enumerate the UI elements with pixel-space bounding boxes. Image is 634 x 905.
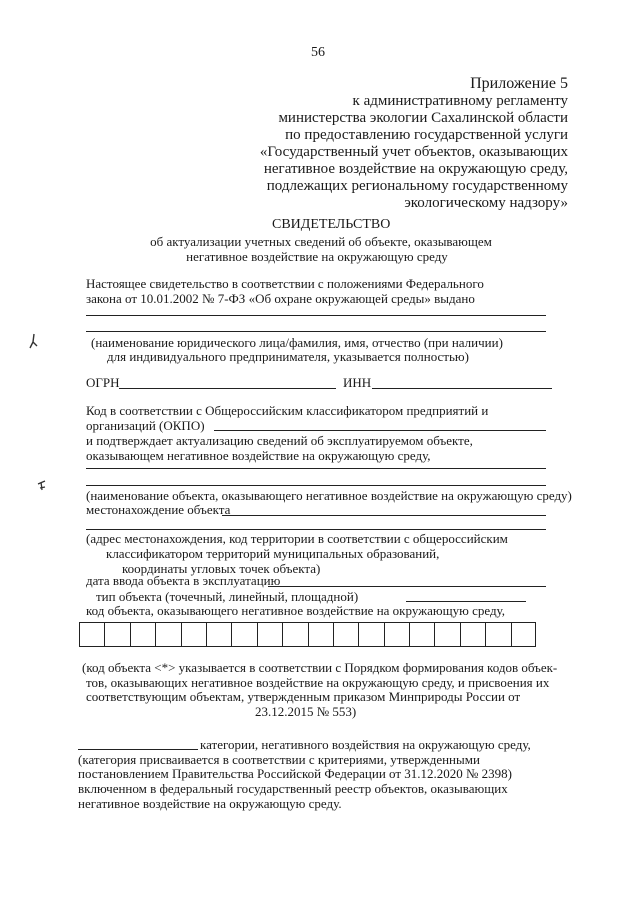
object-code-label: код объекта, оказывающего негативное воздействие на окружающую среду, bbox=[86, 603, 506, 618]
inn-field bbox=[372, 388, 552, 389]
applicant-hint: для индивидуального предпринимателя, указывается полностью) bbox=[107, 349, 469, 364]
subtitle-line: об актуализации учетных сведений об объекте, оказывающем bbox=[150, 234, 492, 249]
inn-label: ИНН bbox=[343, 375, 372, 390]
page-number: 56 bbox=[311, 45, 325, 60]
object-code-cells bbox=[79, 622, 536, 647]
object-hint: (наименование объекта, оказывающего негативное воздействие на окружающую среду) bbox=[86, 488, 572, 503]
code-cell bbox=[460, 622, 485, 647]
code-cell bbox=[206, 622, 231, 647]
ogrn-label: ОГРН bbox=[86, 375, 120, 390]
commission-date-field bbox=[268, 586, 546, 587]
ogrn-field bbox=[119, 388, 336, 389]
code-cell bbox=[257, 622, 282, 647]
location-field bbox=[222, 515, 546, 516]
code-cell bbox=[409, 622, 434, 647]
code-cell bbox=[282, 622, 307, 647]
applicant-hint: (наименование юридического лица/фамилия, имя, отчество (при наличии) bbox=[91, 335, 503, 350]
intro-line: Настоящее свидетельство в соответствии с положениями Федерального bbox=[86, 276, 484, 291]
okpo-line: организаций (ОКПО) bbox=[86, 418, 205, 433]
appendix-line: подлежащих региональному государственному bbox=[266, 178, 568, 194]
okpo-line: Код в соответствии с Общероссийским классификатором предприятий и bbox=[86, 403, 489, 418]
code-cell bbox=[231, 622, 256, 647]
address-hint: классификатором территорий муниципальных образований, bbox=[106, 546, 440, 561]
category-line: (категория присваивается в соответствии с критериями, утвержденными bbox=[78, 752, 480, 767]
code-cell bbox=[358, 622, 383, 647]
location-label: местонахождение объекта bbox=[86, 502, 231, 517]
code-cell bbox=[511, 622, 536, 647]
applicant-field-line bbox=[86, 315, 546, 316]
object-field-line bbox=[86, 468, 546, 469]
code-cell bbox=[434, 622, 459, 647]
category-line: категории, негативного воздействия на окружающую среду, bbox=[200, 737, 531, 752]
code-cell bbox=[333, 622, 358, 647]
location-field-line bbox=[86, 529, 546, 530]
appendix-line: по предоставлению государственной услуги bbox=[285, 127, 568, 143]
scan-mark-icon bbox=[36, 478, 48, 496]
appendix-line: негативное воздействие на окружающую среду, bbox=[263, 161, 568, 177]
code-cell bbox=[104, 622, 129, 647]
code-cell bbox=[155, 622, 180, 647]
okpo-field bbox=[214, 430, 546, 431]
code-cell bbox=[79, 622, 104, 647]
appendix-line: экологическому надзору» bbox=[404, 195, 568, 211]
document-title: СВИДЕТЕЛЬСТВО bbox=[272, 217, 391, 232]
address-hint: координаты угловых точек объекта) bbox=[122, 561, 321, 576]
appendix-line: министерства экологии Сахалинской области bbox=[278, 110, 568, 126]
code-note: (код объекта <*> указывается в соответствии с Порядком формирования кодов объек- bbox=[82, 660, 558, 675]
category-line: негативное воздействие на окружающую среду. bbox=[78, 796, 342, 811]
confirms-line: оказывающем негативное воздействие на окружающую среду, bbox=[86, 448, 431, 463]
appendix-line: к административному регламенту bbox=[352, 93, 568, 109]
code-note: 23.12.2015 № 553) bbox=[255, 704, 357, 719]
code-cell bbox=[181, 622, 206, 647]
code-cell bbox=[384, 622, 409, 647]
appendix-line: «Государственный учет объектов, оказывающих bbox=[259, 144, 568, 160]
object-field-line bbox=[86, 485, 546, 486]
intro-line: закона от 10.01.2002 № 7-ФЗ «Об охране окружающей среды» выдано bbox=[86, 291, 475, 306]
code-cell bbox=[308, 622, 333, 647]
object-type-field bbox=[406, 601, 526, 602]
commission-date-label: дата ввода объекта в эксплуатацию bbox=[86, 573, 281, 588]
category-line: включенном в федеральный государственный реестр объектов, оказывающих bbox=[78, 781, 508, 796]
code-note: тов, оказывающих негативное воздействие на окружающую среду, и присвоения их bbox=[86, 675, 550, 690]
confirms-line: и подтверждает актуализацию сведений об эксплуатируемом объекте, bbox=[86, 433, 473, 448]
scan-mark-icon bbox=[28, 332, 40, 352]
category-field bbox=[78, 749, 198, 750]
address-hint: (адрес местонахождения, код территории в соответствии с общероссийским bbox=[86, 531, 508, 546]
applicant-field-line bbox=[86, 331, 546, 332]
code-cell bbox=[485, 622, 510, 647]
subtitle-line: негативное воздействие на окружающую среду bbox=[186, 249, 448, 264]
category-line: постановлением Правительства Российской Федерации от 31.12.2020 № 2398) bbox=[78, 766, 513, 781]
code-note: соответствующим объектам, утвержденным приказом Минприроды России от bbox=[86, 689, 521, 704]
appendix-line: Приложение 5 bbox=[470, 75, 568, 92]
code-cell bbox=[130, 622, 155, 647]
object-type-label: тип объекта (точечный, линейный, площадной) bbox=[96, 589, 359, 604]
